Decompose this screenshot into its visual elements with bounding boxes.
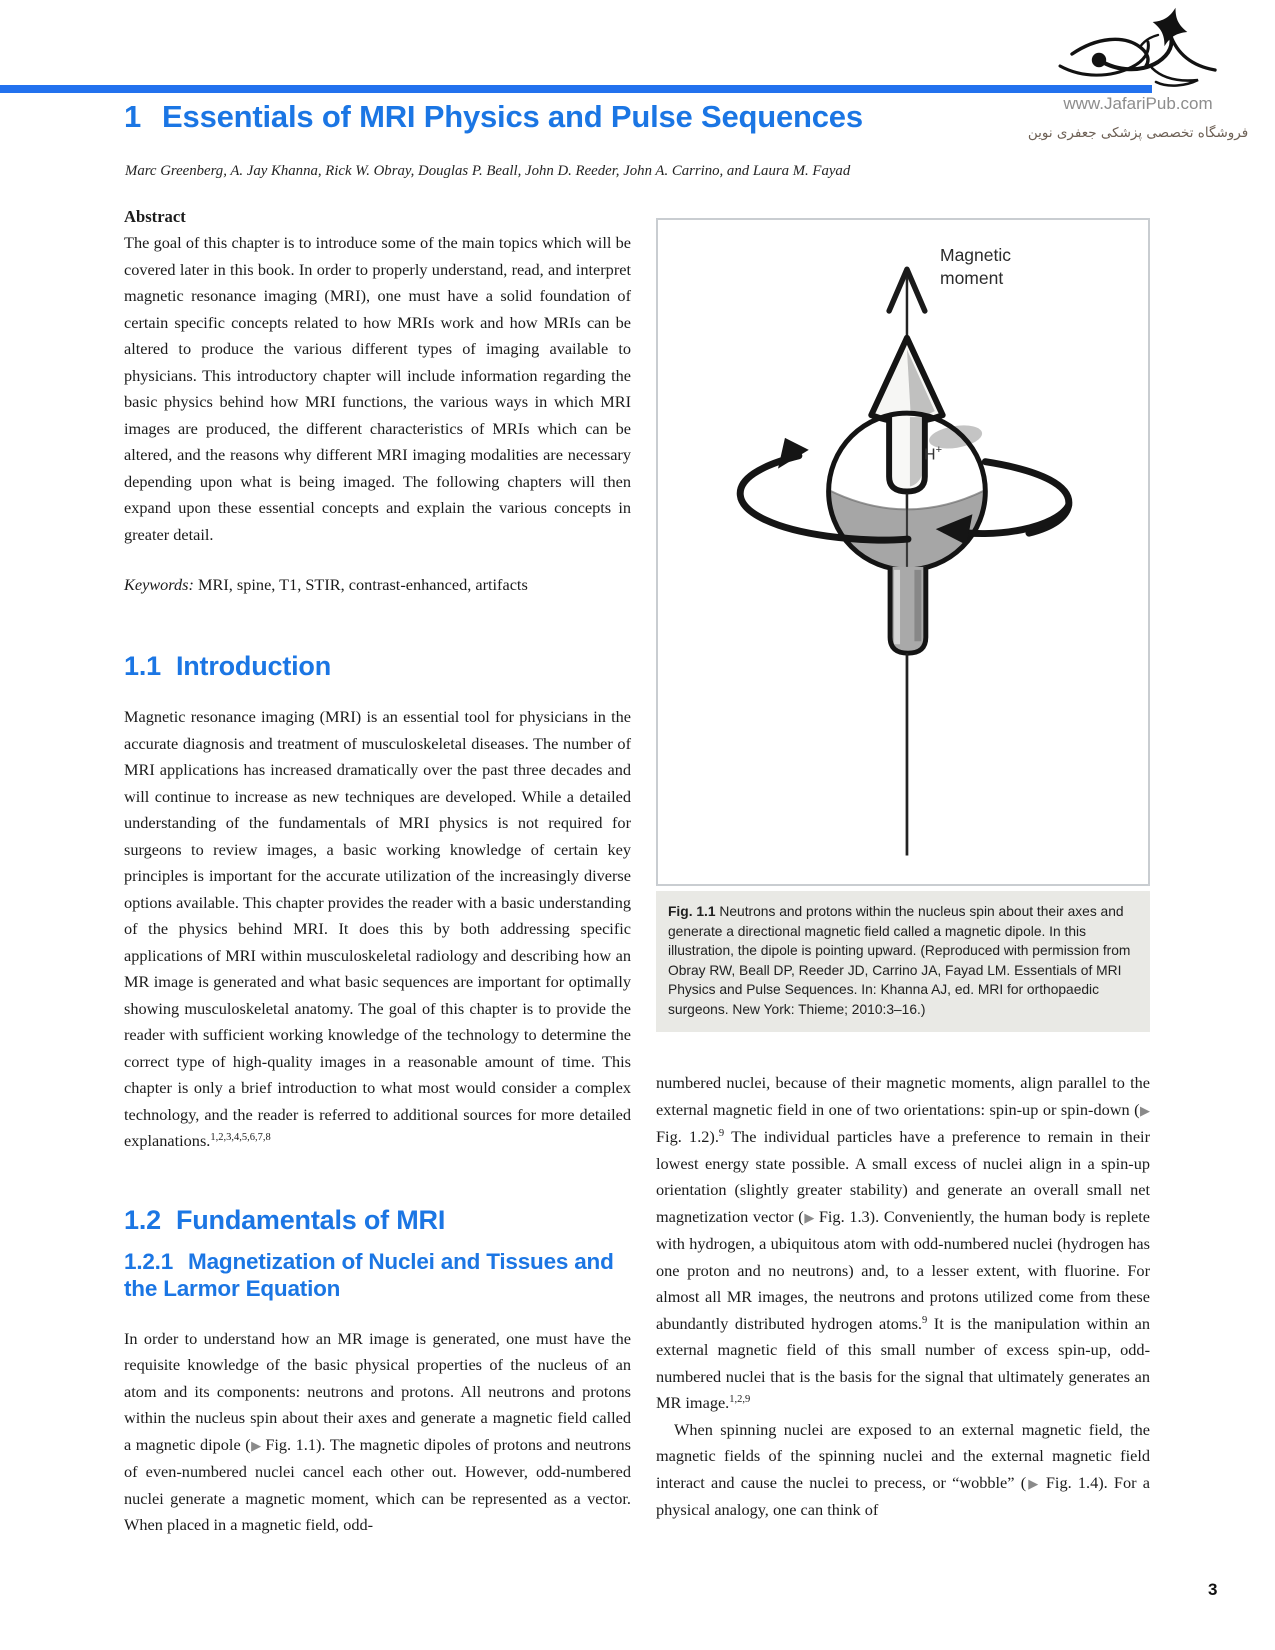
publisher-url: www.JafariPub.com — [1063, 94, 1213, 113]
subsection-number: 1.2.1 — [124, 1248, 174, 1274]
abstract-heading: Abstract — [124, 207, 186, 226]
authors-line: Marc Greenberg, A. Jay Khanna, Rick W. Obray, Douglas P. Beall, John D. Reeder, John A. Carrino, and Laura M. Fayad — [125, 163, 851, 179]
publisher-logo-mark — [1052, 4, 1224, 98]
subsection-heading-magnetization — [124, 1248, 631, 1302]
figure-1-1 — [656, 218, 1150, 886]
chapter-title-text: Essentials of MRI Physics and Pulse Sequences — [162, 99, 863, 134]
magnetization-paragraph: In order to understand how an MR image is generated, one must have the requisite knowledge of the basic physical properties of the nucleus of an atom and its components: neutrons and protons. All neutrons and protons within the nucleus spin about their axes and generate a magnetic field called a magnetic dipole (▶ Fig. 1.1). The magnetic dipoles of protons and neutrons of even-numbered nuclei cancel each other out. However, odd-numbered nuclei generate a magnetic moment, which can be represented as a vector. When placed in a magnetic field, odd- — [124, 1328, 632, 1534]
section-heading-fundamentals — [124, 1205, 631, 1236]
header-rule — [0, 85, 1152, 93]
subsection-title: Magnetization of Nuclei and Tissues and the Larmor Equation — [124, 1248, 614, 1301]
keywords-list: MRI, spine, T1, STIR, contrast-enhanced, artifacts — [193, 575, 528, 594]
logo-dot — [1092, 53, 1106, 67]
figure-label-hydrogen — [924, 444, 942, 464]
right-column — [656, 218, 1150, 1524]
section-number: 1.1 — [124, 651, 161, 681]
right-column-paragraph-2: When spinning nuclei are exposed to an external magnetic field, the magnetic fields of the spinning nuclei and the external magnetic field interact and cause the nuclei to precess, or “wobble” (▶ Fig. 1.4). For a physical analogy, one can think of — [656, 1419, 1151, 1519]
chapter-number: 1 — [124, 99, 142, 134]
keywords-line — [124, 575, 631, 595]
page-number: 3 — [1208, 1580, 1218, 1599]
abstract-paragraph: The goal of this chapter is to introduce some of the main topics which will be covered later in this book. In order to properly understand, read, and interpret magnetic resonance imaging (MRI), one must have a solid foundation of certain specific concepts related to how MRIs work and how MRIs can be altered to produce the various different types of imaging available to physicians. This introductory chapter will include information regarding the basic physics behind how MRI functions, the various ways in which MRI images are produced, the different characteristics of MRIs which can be altered, and the reasons why different MRI imaging modalities are necessary depending upon what is being imaged. The following chapters will then expand upon these essential concepts and explain the various concepts in greater detail. — [124, 233, 631, 544]
spinning-proton-illustration — [658, 220, 1148, 884]
figure-label-line1: Magnetic — [940, 245, 1012, 265]
hydrogen-symbol: H — [924, 446, 936, 464]
figure-label-line2: moment — [940, 268, 1004, 288]
figure-label-magnetic-moment — [940, 244, 1011, 290]
publisher-logo — [1022, 4, 1254, 141]
figure-caption: Fig. 1.1 Neutrons and protons within the nucleus spin about their axes and generate a directional magnetic field called a magnetic dipole. In this illustration, the dipole is pointing upward. (Reproduced with permission from Obray RW, Beall DP, Reeder JD, Carrino JA, Fayad LM. Essentials of MRI Physics and Pulse Sequences. In: Khanna AJ, ed. MRI for orthopaedic surgeons. New York: Thieme; 2010:3–16.) — [656, 891, 1150, 1032]
section-heading-introduction — [124, 651, 631, 682]
rotation-arrowhead-left — [778, 438, 809, 469]
section-title: Fundamentals of MRI — [175, 1204, 446, 1235]
left-column — [124, 207, 631, 1539]
introduction-paragraph: Magnetic resonance imaging (MRI) is an essential tool for physicians in the accurate diagnosis and treatment of musculoskeletal diseases. The number of MRI applications has increased dramatically over the past three decades and will continue to increase as new techniques are developed. While a detailed understanding of the fundamentals of MRI physics is not required for surgeons to review images, a basic working knowledge of certain key principles is important for the accurate utilization of the increasingly diverse options available. This chapter provides the reader with a basic understanding of the physics behind MRI. It does this by both addressing specific applications of MRI within musculoskeletal radiology and describing how an MR image is generated and what basic sequences are important for optimally showing musculoskeletal anatomy. The goal of this chapter is to provide the reader with sufficient working knowledge of the technology to determine the correct type of high-quality images in a reasonable amount of time. This chapter is only a brief introduction to what most would consider a complex technology, and the reader is referred to additional sources for more detailed explanations.$^{1,2,3,4,5,6,7,8}$ — [124, 707, 631, 1150]
keywords-label: Keywords: — [124, 575, 194, 594]
hydrogen-charge: + — [935, 444, 942, 456]
right-column-paragraph-1: numbered nuclei, because of their magnetic moments, align parallel to the external magnetic field in one of two orientations: spin-up or spin-down (▶ Fig. 1.2).$^9$ The individual particles have a preference to remain in their lowest energy state possible. A small excess of nuclei align in a spin-up orientation (slightly greater stability) and generate an overall small net magnetization vector (▶ Fig. 1.3). Conveniently, the human body is replete with hydrogen, a ubiquitous atom with odd-numbered nuclei (hydrogen has one proton and no neutrons) and, to a lesser extent, with fluorine. For almost all MR images, the neutrons and protons utilized come from these abundantly distributed hydrogen atoms.$^9$ It is the manipulation within an external magnetic field of this small number of excess spin-up, odd-numbered nuclei that is the basis for the signal that ultimately generates an MR image.$^{1,2,9}$ — [656, 1073, 1151, 1412]
publisher-tagline-persian: فروشگاه تخصصی پزشکی جعفری نوین — [1027, 125, 1249, 141]
section-title: Introduction — [175, 651, 332, 681]
chapter-title — [124, 99, 863, 135]
section-number: 1.2 — [124, 1204, 161, 1235]
